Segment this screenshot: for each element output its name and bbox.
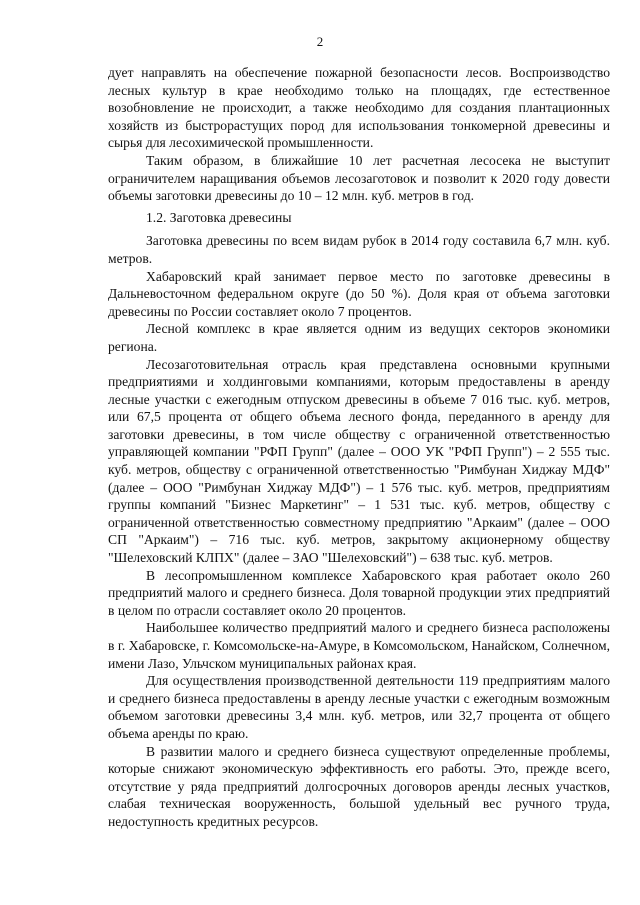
section-heading: 1.2. Заготовка древесины (146, 209, 292, 225)
paragraph-business-locations: Наибольшее количество предприятий малого и среднего бизнеса расположены в г. Хабаровске, г. Комсомольске-на-Амуре, в Комсомольском, Нанайском, Солнечном, имени Лазо, Ульчском муниципальных районах края. (108, 620, 610, 671)
paragraph-conclusion: Таким образом, в ближайшие 10 лет расчетная лесосека не выступит ограничителем наращивания объемов лесозаготовок и позволит к 2020 году довести объемы заготовки древесины до 10 – 12 млн. куб. метров в год. (108, 152, 610, 204)
document-body (108, 64, 610, 831)
paragraph-logging-companies: Лесозаготовительная отрасль края представлена основными крупными предприятиями и холдинговыми компаниями, которым предоставлены в аренду лесные участки с ежегодным отпуском древесины в объеме 7 016 тыс. куб. метров, или 67,5 процента от общего объема лесного фонда, переданного в аренду для заготовки древесины, в том числе обществу с ограниченной ответственностью управляющей компании "РФП Групп" (далее – ООО УК "РФП Групп") – 2 555 тыс. куб. метров, обществу с ограниченной ответственностью "Римбунан Хиджау МДФ" (далее – ООО "Римбунан Хиджау МДФ") – 1 576 тыс. куб. метров, предприятиям группы компаний "Бизнес Маркетинг" – 1 531 тыс. куб. метров, обществу с ограниченной ответственностью совместному предприятию "Аркаим" (далее – ООО СП "Аркаим") – 716 тыс. куб. метров, закрытому акционерному обществу "Шелеховский КЛПХ" (далее – ЗАО "Шелеховский") – 638 тыс. куб. метров. (108, 356, 610, 566)
paragraph-region-rank: Хабаровский край занимает первое место по заготовке древесины в Дальневосточном федеральном округе (до 50 %). Доля края от объема заготовки древесины по России составляет около 7 процентов. (108, 268, 610, 319)
paragraph-lease-volume: Для осуществления производственной деятельности 119 предприятиям малого и среднего бизнеса предоставлены в аренду лесные участки с ежегодным возможным объемом заготовки древесины 3,4 млн. куб. метров, или 32,7 процента от общего объема аренды по краю. (108, 673, 610, 741)
paragraph-continuation: дует направлять на обеспечение пожарной безопасности лесов. Воспроизводство лесных культур в крае необходимо только на площадях, где естественное возобновление не происходит, а также необходимо для создания плантационных хозяйств из быстрорастущих пород для использования тонкомерной древесины и сырья для лесохимической промышленности. (108, 65, 610, 151)
paragraph-small-business: В лесопромышленном комплексе Хабаровского края работает около 260 предприятий малого и среднего бизнеса. Доля товарной продукции этих предприятий в целом по отрасли составляет около 20 процентов. (108, 567, 610, 618)
page-number: 2 (316, 34, 324, 49)
paragraph-problems: В развитии малого и среднего бизнеса существуют определенные проблемы, которые снижают экономическую эффективность его работы. Это, прежде всего, отсутствие у ряда предприятий долгосрочных договоров аренды лесных участков, слабая техническая вооруженность, большой удельный вес ручного труда, недоступность кредитных ресурсов. (108, 743, 610, 829)
paragraph-harvest-volume: Заготовка древесины по всем видам рубок в 2014 году составила 6,7 млн. куб. метров. (108, 233, 610, 266)
paragraph-forest-complex: Лесной комплекс в крае является одним из ведущих секторов экономики региона. (108, 321, 610, 354)
